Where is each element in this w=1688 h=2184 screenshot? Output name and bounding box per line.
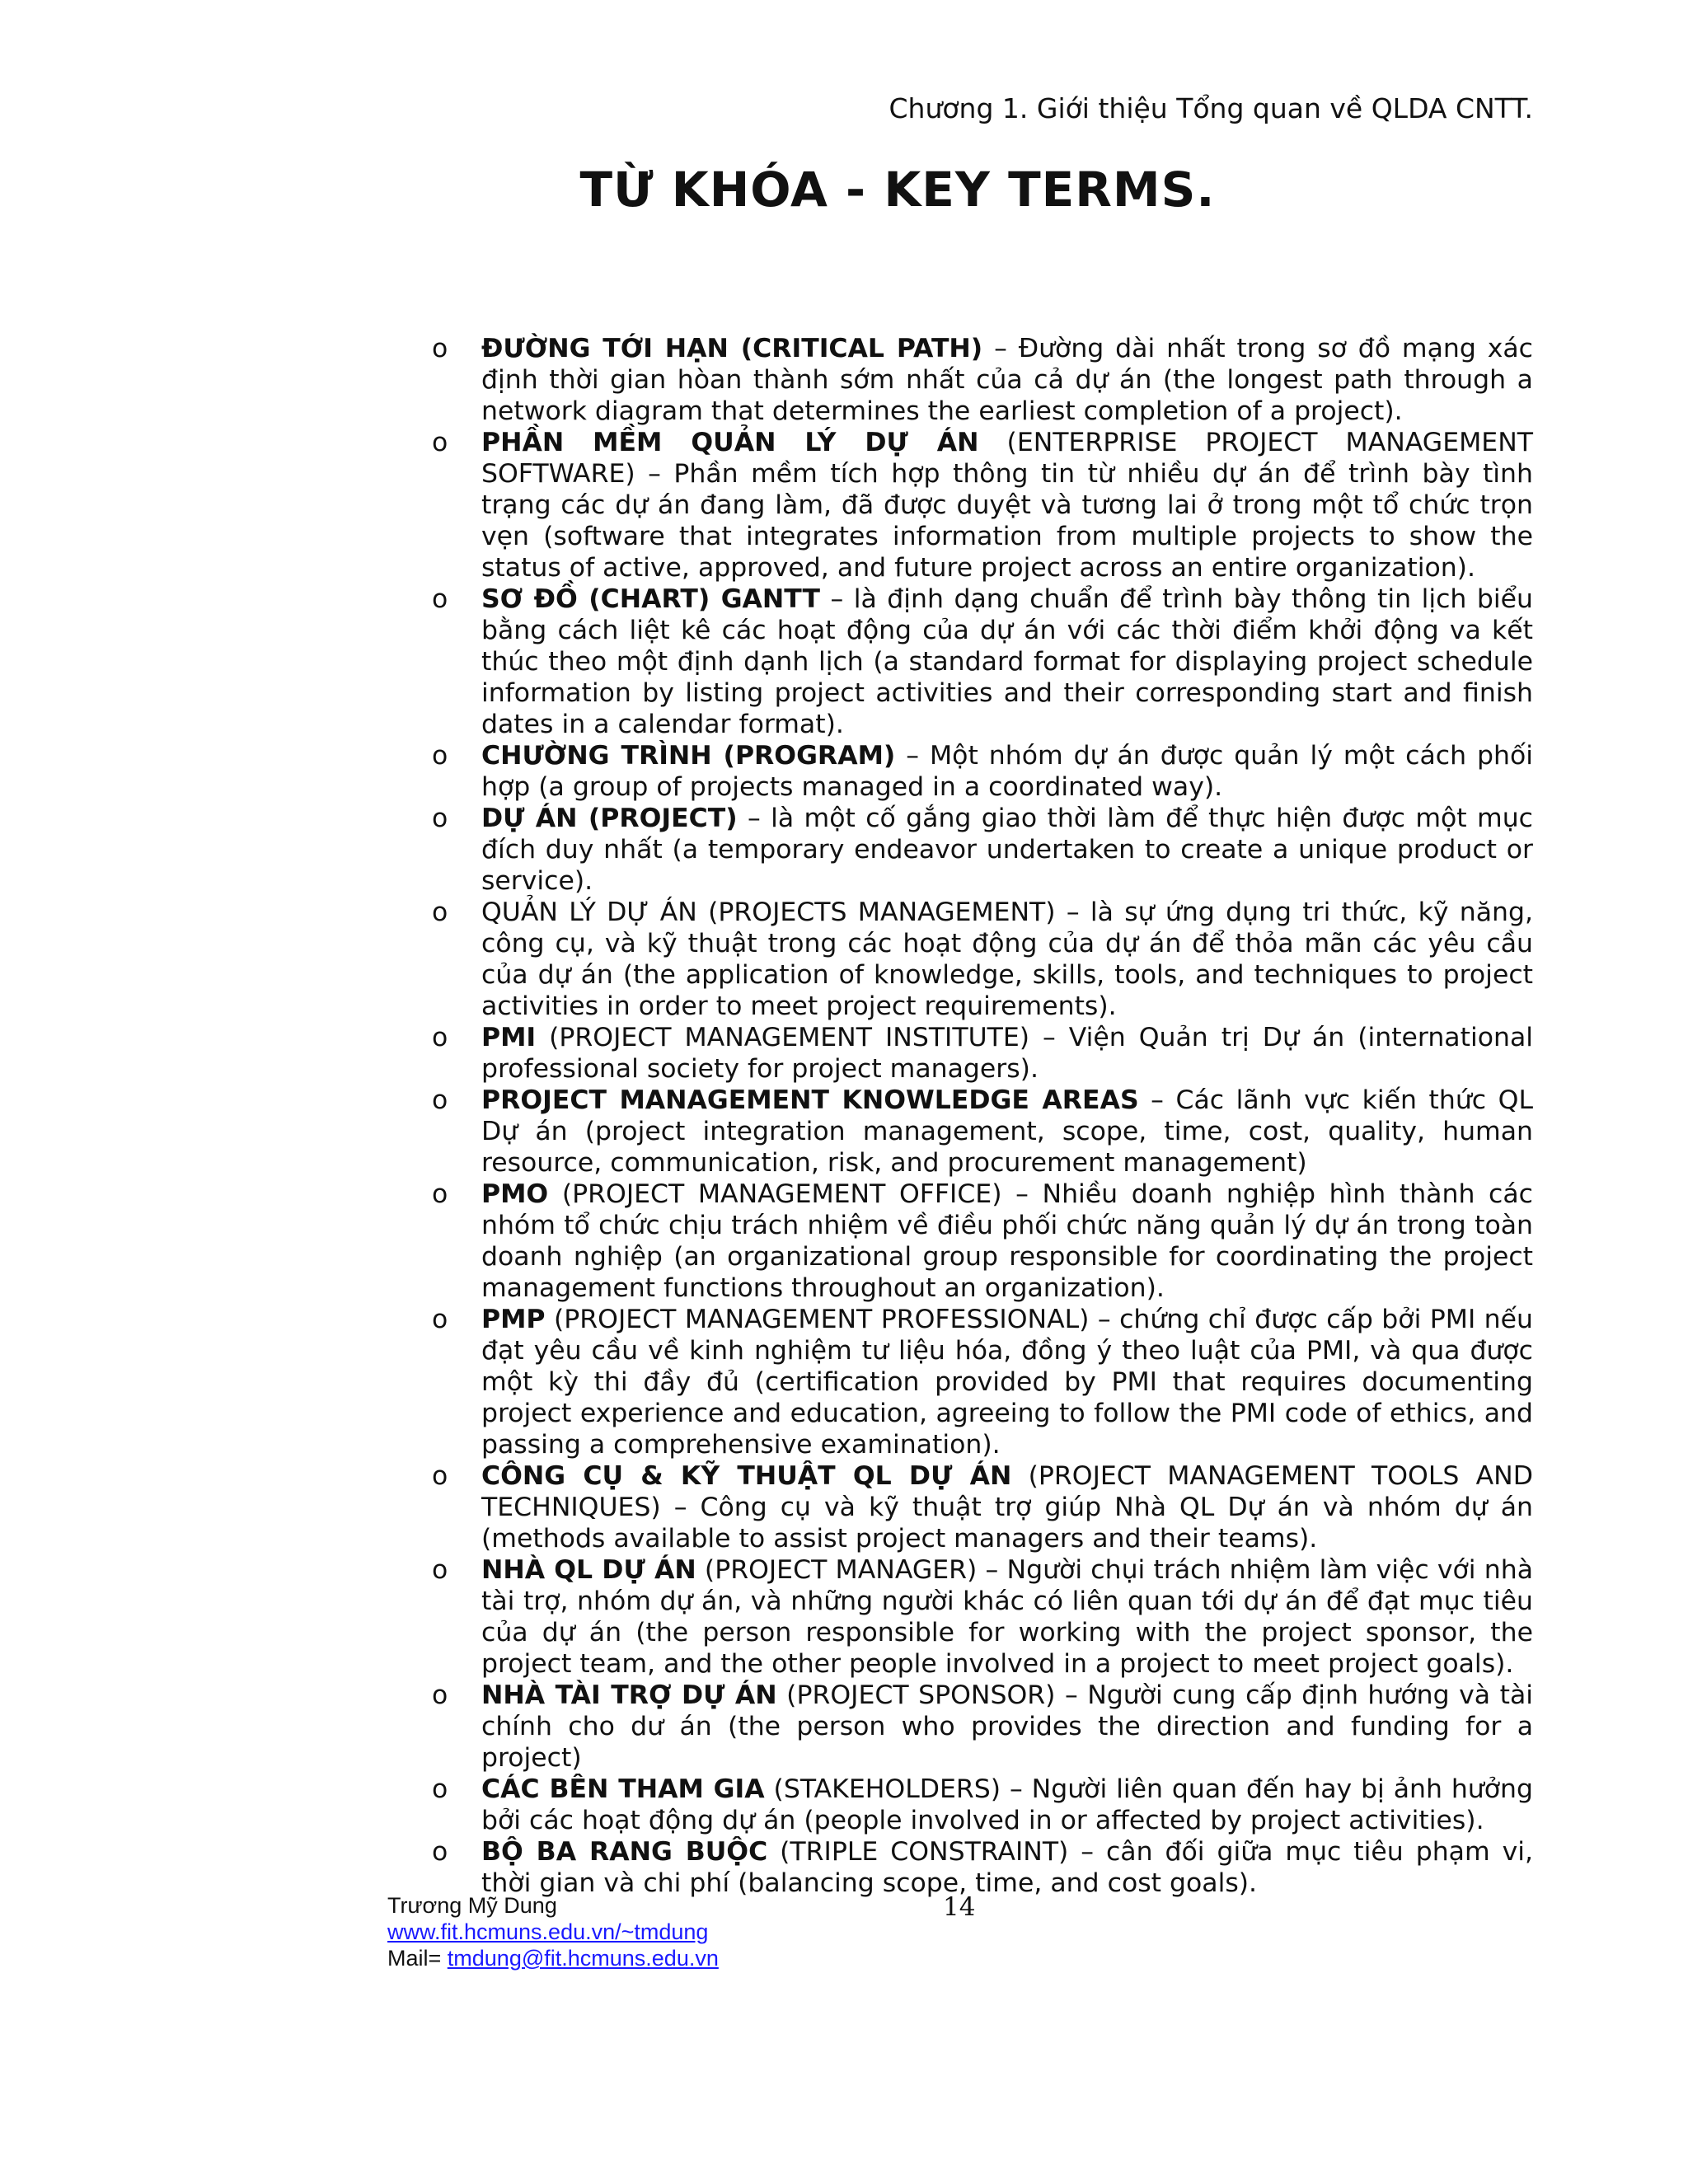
term-definition: – Đường dài nhất trong sơ đồ mạng xác định thời gian hòan thành sớm nhất của cả dự án (the longest path through a network diagram that determines the earliest completion of a project). — [481, 334, 1534, 426]
mail-line — [387, 1945, 719, 1971]
bullet-marker: o — [432, 1179, 448, 1209]
term-name: PMO — [481, 1179, 549, 1209]
bullet-marker: o — [432, 804, 448, 833]
term-definition: (PROJECT MANAGEMENT INSTITUTE) – Viện Quản trị Dự án (international professional society for project managers). — [481, 1023, 1533, 1084]
term-name: SƠ ĐỒ (CHART) GANTT — [481, 584, 820, 614]
term-name: NHÀ TÀI TRỢ DỰ ÁN — [481, 1680, 777, 1710]
term-definition: (PROJECT MANAGEMENT TOOLS AND TECHNIQUES) – Công cụ và kỹ thuật trợ giúp Nhà QL Dự án và nhóm dự án (methods available to assist project managers and their teams). — [481, 1461, 1533, 1554]
term-definition: – là một cố gắng giao thời làm để thực hiện được một mục đích duy nhất (a temporary endeavor undertaken to create a unique product or service). — [481, 804, 1533, 896]
term-name: ĐƯỜNG TỚI HẠN (CRITICAL PATH) — [481, 334, 983, 363]
page-title: TỪ KHÓA - KEY TERMS. — [579, 162, 1216, 218]
author-name: Trương Mỹ Dung — [387, 1893, 557, 1918]
bullet-marker: o — [432, 1837, 448, 1867]
list-item — [432, 1774, 1533, 1836]
website-link[interactable]: www.fit.hcmuns.edu.vn/~tmdung — [387, 1919, 709, 1944]
list-item — [432, 803, 1533, 897]
term-name: CÁC BÊN THAM GIA — [481, 1774, 765, 1804]
term-definition: (PROJECT MANAGEMENT OFFICE) – Nhiều doanh nghiệp hình thành các nhóm tổ chức chịu trách nhiệm về điều phối chức năng quản lý dự án trong toàn doanh nghiệp (an organizational group responsible for coordinating the project management functions throughout an organization). — [481, 1179, 1533, 1303]
list-item — [432, 333, 1533, 427]
list-item — [432, 1085, 1533, 1179]
chapter-header: Chương 1. Giới thiệu Tổng quan về QLDA CNTT. — [889, 92, 1533, 124]
list-item — [432, 1554, 1533, 1680]
bullet-marker: o — [432, 898, 448, 927]
term-name: PHẦN MỀM QUẢN LÝ DỰ ÁN — [481, 428, 979, 457]
term-definition: (PROJECT SPONSOR) – Người cung cấp định hướng và tài chính cho dư án (the person who provides the direction and funding for a project) — [481, 1680, 1534, 1773]
bullet-marker: o — [432, 428, 448, 457]
term-definition: (STAKEHOLDERS) – Người liên quan đến hay bị ảnh hưởng bởi các hoạt động dự án (people involved in or affected by project activities). — [481, 1774, 1534, 1835]
bullet-marker: o — [432, 741, 448, 771]
bullet-marker: o — [432, 1085, 448, 1115]
term-definition: – là định dạng chuẩn để trình bày thông tin lịch biểu bằng cách liệt kê các hoạt động của dự án với các thời điểm khởi động va kết thúc theo một định dạnh lịch (a standard format for displaying project schedule information by listing project activities and their corresponding start and finish dates in a calendar format). — [481, 584, 1533, 739]
term-definition: (TRIPLE CONSTRAINT) – cân đối giữa mục tiêu phạm vi, thời gian và chi phí (balancing scope, time, and cost goals). — [481, 1837, 1533, 1898]
list-item — [432, 427, 1533, 583]
list-item — [432, 897, 1533, 1022]
list-item — [432, 1022, 1533, 1085]
term-name: PMI — [481, 1023, 537, 1052]
term-definition: (PROJECT MANAGER) – Người chụi trách nhiệm làm việc với nhà tài trợ, nhóm dự án, và những người khác có liên quan tới dự án để đạt mục tiêu của dự án (the person responsible for working with the project sponsor, the project team, and the other people involved in a project to meet project goals). — [481, 1555, 1534, 1679]
bullet-marker: o — [432, 1774, 448, 1804]
list-item — [432, 1836, 1533, 1899]
bullet-marker: o — [432, 334, 448, 363]
email-link[interactable]: tmdung@fit.hcmuns.edu.vn — [447, 1946, 719, 1971]
term-definition: – Các lãnh vực kiến thức QL Dự án (project integration management, scope, time, cost, quality, human resource, communication, risk, and procurement management) — [481, 1085, 1533, 1178]
list-item — [432, 1304, 1533, 1460]
list-item — [432, 583, 1533, 740]
term-definition: – Một nhóm dự án được quản lý một cách phối hợp (a group of projects managed in a coordinated way). — [481, 741, 1533, 802]
term-name: NHÀ QL DỰ ÁN — [481, 1555, 696, 1585]
mail-label: Mail= — [387, 1946, 448, 1971]
list-item — [432, 1460, 1533, 1554]
footer — [387, 1892, 719, 1971]
term-name: BỘ BA RANG BUỘC — [481, 1837, 768, 1867]
bullet-marker: o — [432, 1461, 448, 1491]
bullet-marker: o — [432, 1680, 448, 1710]
bullet-marker: o — [432, 1305, 448, 1334]
bullet-marker: o — [432, 584, 448, 614]
list-item — [432, 1680, 1533, 1774]
key-terms-list — [432, 333, 1533, 1899]
term-name: CHƯỜNG TRÌNH (PROGRAM) — [481, 741, 896, 771]
term-name: PMP — [481, 1305, 546, 1334]
bullet-marker: o — [432, 1023, 448, 1052]
page-title-wrap — [115, 162, 1688, 218]
term-name: DỰ ÁN (PROJECT) — [481, 804, 738, 833]
term-definition: QUẢN LÝ DỰ ÁN (PROJECTS MANAGEMENT) – là sự ứng dụng tri thức, kỹ năng, công cụ, và kỹ thuật trong các hoạt động của dự án để thỏa mãn các yêu cầu của dự án (the application of knowledge, skills, tools, and techniques to project activities in order to meet project requirements). — [481, 898, 1533, 1021]
term-name: CÔNG CỤ & KỸ THUẬT QL DỰ ÁN — [481, 1461, 1012, 1491]
term-definition: (ENTERPRISE PROJECT MANAGEMENT SOFTWARE) – Phần mềm tích hợp thông tin từ nhiều dự án để trình bày tình trạng các dự án đang làm, đã được duyệt và tương lai ở trong một tổ chức trọn vẹn (software that integrates information from multiple projects to show the status of active, approved, and future project across an entire organization). — [481, 428, 1533, 583]
term-name: PROJECT MANAGEMENT KNOWLEDGE AREAS — [481, 1085, 1139, 1115]
list-item — [432, 740, 1533, 803]
list-item — [432, 1179, 1533, 1304]
term-definition: (PROJECT MANAGEMENT PROFESSIONAL) – chứng chỉ được cấp bởi PMI nếu đạt yêu cầu về kinh nghiệm tư liệu hóa, đồng ý theo luật của PMI, và qua được một kỳ thi đầy đủ (certification provided by PMI that requires documenting project experience and education, agreeing to follow the PMI code of ethics, and passing a comprehensive examination). — [481, 1305, 1533, 1460]
page-number: 14 — [943, 1892, 976, 1922]
bullet-marker: o — [432, 1555, 448, 1585]
